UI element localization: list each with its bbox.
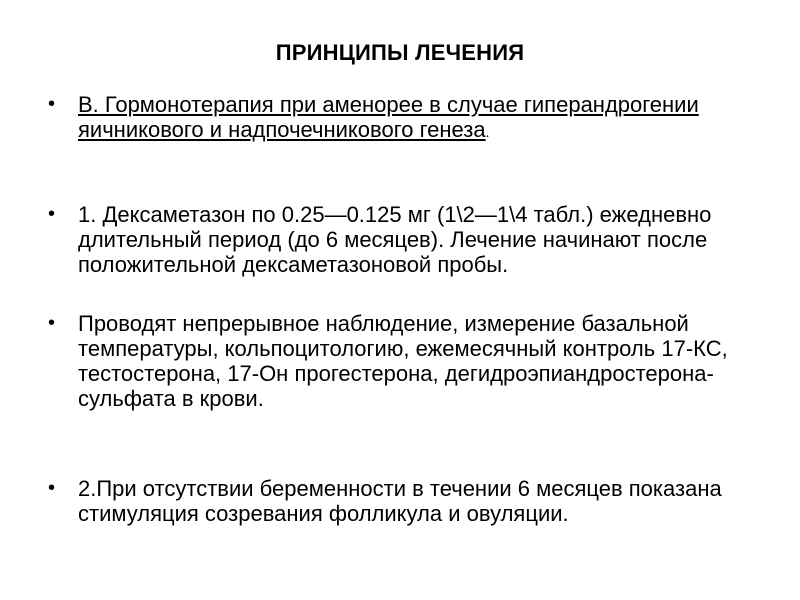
bullet-marker: • [48,312,56,334]
bullet-item-hormone-therapy [48,92,768,145]
slide-title: ПРИНЦИПЫ ЛЕЧЕНИЯ [275,40,525,65]
section-heading: В. Гормонотерапия при аменорее в случае гиперандрогении яичникового и надпочечникового генеза [78,92,699,142]
heading-suffix: . [485,124,490,140]
bullet-item-dexamethasone [48,202,768,277]
bullet-marker: • [48,93,56,115]
bullet-text: Проводят непрерывное наблюдение, измерение базальной температуры, кольпоцитологию, ежемесячный контроль 17-КС, тестостерона, 17-Он прогестерона, дегидроэпиандростерона-сульфата в крови. [78,311,728,411]
bullet-item-stimulation [48,476,768,526]
bullet-marker: • [48,203,56,225]
bullet-marker: • [48,477,56,499]
bullet-item-monitoring [48,311,768,411]
bullet-text: 2.При отсутствии беременности в течении 6 месяцев показана стимуляция созревания фолликула и овуляции. [78,476,722,526]
bullet-text [78,92,758,145]
bullet-text: 1. Дексаметазон по 0.25—0.125 мг (1\2—1\4 табл.) ежедневно длительный период (до 6 месяцев). Лечение начинают после положительной дексаметазоновой пробы. [78,202,712,277]
